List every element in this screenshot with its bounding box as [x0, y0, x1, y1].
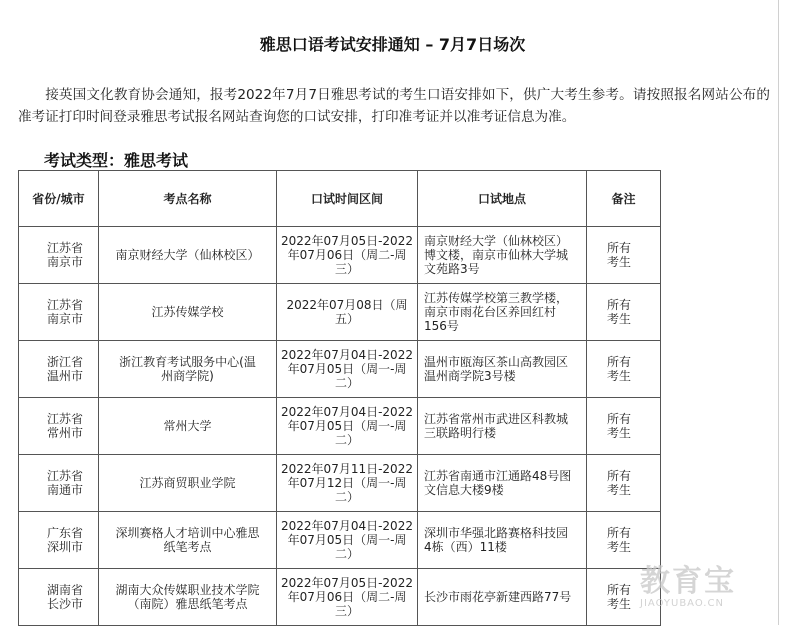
page-title: 雅思口语考试安排通知 – 7月7日场次 [259, 35, 526, 54]
column-header-location: 口试地点 [418, 171, 587, 227]
cell-location: 江苏传媒学校第三教学楼，南京市雨花台区养回红村156号 [418, 284, 587, 341]
cell-time: 2022年07月04日-2022年07月05日（周一-周二） [277, 512, 418, 569]
schedule-table [18, 170, 661, 626]
cell-location: 江苏省南通市江通路48号图文信息大楼9楼 [418, 455, 587, 512]
cell-location: 长沙市雨花亭新建西路77号 [418, 569, 587, 626]
table-row [19, 398, 661, 455]
cell-province: 江苏省南通市 [19, 455, 99, 512]
cell-center: 湖南大众传媒职业技术学院（南院）雅思纸笔考点 [99, 569, 277, 626]
cell-center: 深圳赛格人才培训中心雅思纸笔考点 [99, 512, 277, 569]
watermark-url: JIAOYUBAO.CN [640, 598, 724, 609]
cell-province: 湖南省长沙市 [19, 569, 99, 626]
cell-center: 江苏商贸职业学院 [99, 455, 277, 512]
cell-location: 温州市瓯海区茶山高教园区温州商学院3号楼 [418, 341, 587, 398]
column-header-center: 考点名称 [99, 171, 277, 227]
intro-paragraph: 接英国文化教育协会通知，报考2022年7月7日雅思考试的考生口语安排如下，供广大考生参考。请按照报名网站公布的准考证打印时间登录雅思考试报名网站查询您的口试安排，打印准考证并以准考证信息为准。 [18, 87, 770, 125]
cell-note: 所有考生 [587, 398, 661, 455]
cell-center: 常州大学 [99, 398, 277, 455]
table-row [19, 455, 661, 512]
cell-time: 2022年07月04日-2022年07月05日（周一-周二） [277, 341, 418, 398]
cell-location: 深圳市华强北路赛格科技园4栋（西）11楼 [418, 512, 587, 569]
cell-center: 江苏传媒学校 [99, 284, 277, 341]
cell-province: 广东省深圳市 [19, 512, 99, 569]
cell-province: 江苏省常州市 [19, 398, 99, 455]
cell-time: 2022年07月11日-2022年07月12日（周一-周二） [277, 455, 418, 512]
cell-province: 江苏省南京市 [19, 227, 99, 284]
cell-note: 所有考生 [587, 341, 661, 398]
cell-note: 所有考生 [587, 512, 661, 569]
table-row [19, 512, 661, 569]
table-row [19, 341, 661, 398]
cell-province: 江苏省南京市 [19, 284, 99, 341]
section-heading: 考试类型：雅思考试 [44, 151, 189, 170]
cell-time: 2022年07月04日-2022年07月05日（周一-周二） [277, 398, 418, 455]
watermark-text: 教育宝 [640, 564, 736, 599]
cell-location: 江苏省常州市武进区科教城三联路明行楼 [418, 398, 587, 455]
table-row [19, 284, 661, 341]
table-header-row [19, 171, 661, 227]
cell-time: 2022年07月05日-2022年07月06日（周二-周三） [277, 227, 418, 284]
cell-time: 2022年07月08日（周五） [277, 284, 418, 341]
cell-center: 南京财经大学（仙林校区） [99, 227, 277, 284]
table-row [19, 227, 661, 284]
table-row [19, 569, 661, 626]
cell-location: 南京财经大学（仙林校区）博文楼，南京市仙林大学城文苑路3号 [418, 227, 587, 284]
cell-time: 2022年07月05日-2022年07月06日（周二-周三） [277, 569, 418, 626]
cell-center: 浙江教育考试服务中心(温州商学院) [99, 341, 277, 398]
cell-province: 浙江省温州市 [19, 341, 99, 398]
column-header-time: 口试时间区间 [277, 171, 418, 227]
cell-note: 所有考生 [587, 455, 661, 512]
cell-note: 所有考生 [587, 284, 661, 341]
cell-note: 所有考生 [587, 227, 661, 284]
column-header-province: 省份/城市 [19, 171, 99, 227]
column-header-note: 备注 [587, 171, 661, 227]
cell-note: 所有考生 [587, 569, 661, 626]
